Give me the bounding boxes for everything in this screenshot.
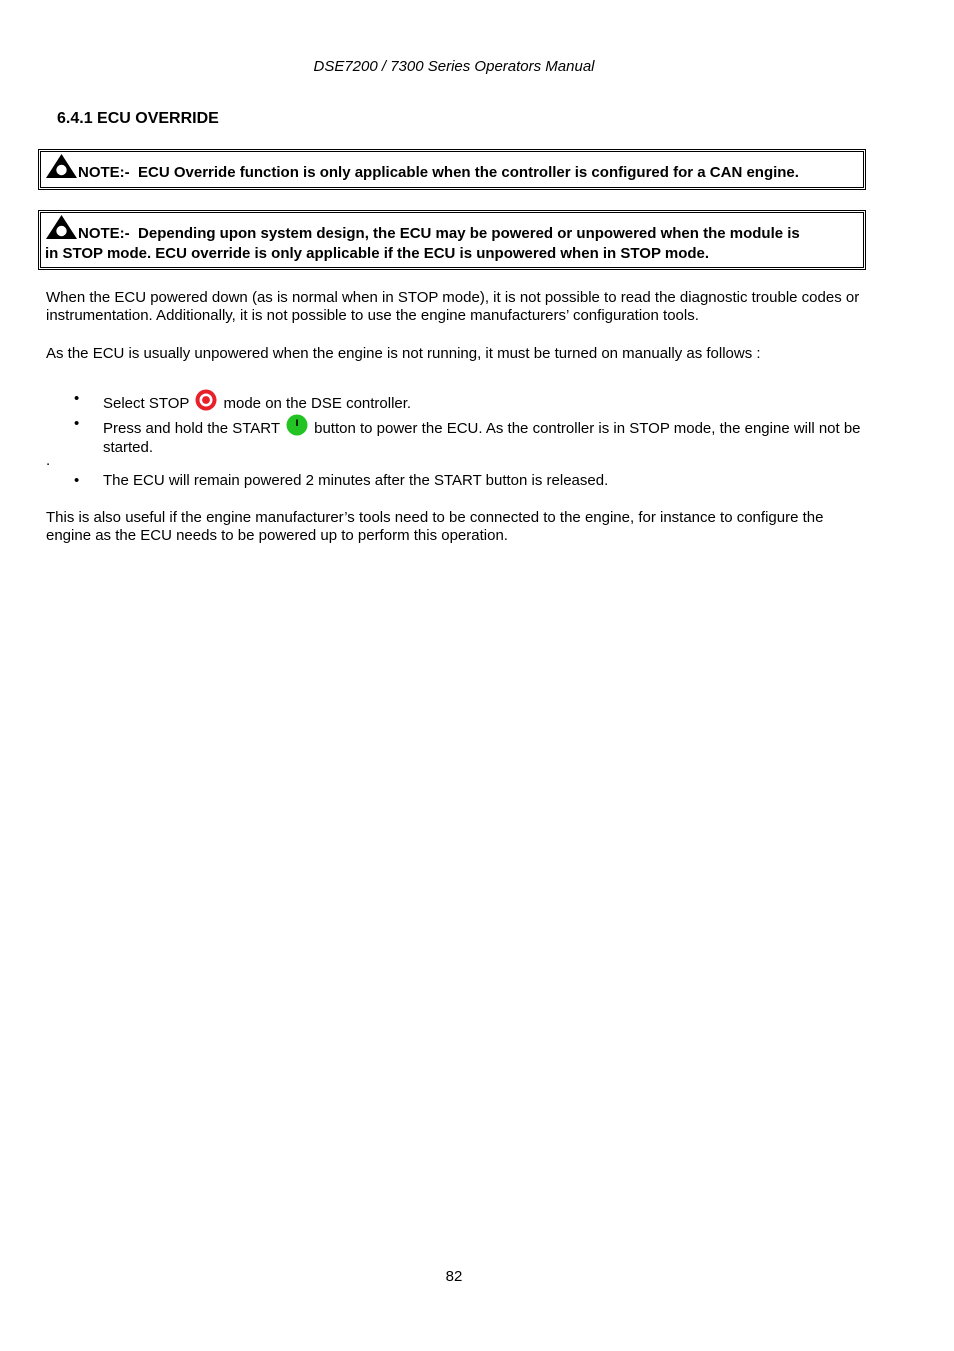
bullet-marker: • — [74, 472, 80, 489]
note-text-line-2: in STOP mode. ECU override is only applicable if the ECU is unpowered when in STOP mode. — [45, 245, 710, 262]
stop-button-icon — [195, 389, 217, 411]
bullet-text: The ECU will remain powered 2 minutes after the START button is released. — [103, 472, 609, 489]
bullet-marker: • — [74, 415, 80, 432]
bullet-marker: • — [74, 390, 80, 407]
paragraph-ecu-powered-down: When the ECU powered down (as is normal when in STOP mode), it is not possible to read the diagnostic trouble codes or instrumentation. Additionally, it is not possible to use the engine manufacturers’ configuration tools. — [46, 289, 860, 324]
note-box-ecu-power — [38, 210, 866, 270]
note-text: ECU Override function is only applicable when the controller is configured for a CAN engine. — [138, 164, 799, 181]
paragraph-manufacturer-tools: This is also useful if the engine manufacturer’s tools need to be connected to the engine, for instance to configure the engine as the ECU needs to be powered up to perform this operation. — [46, 509, 824, 544]
paragraph-turn-on-manually: As the ECU is usually unpowered when the engine is not running, it must be turned on manually as follows : — [46, 345, 761, 362]
page-number: 82 — [445, 1268, 463, 1285]
start-button-icon — [286, 414, 308, 436]
bullet-text: Press and hold the START — [103, 420, 280, 437]
page-header: DSE7200 / 7300 Series Operators Manual — [313, 58, 595, 75]
warning-triangle-icon — [45, 153, 78, 179]
section-title: 6.4.1 ECU OVERRIDE — [57, 110, 219, 127]
bullet-text: mode on the DSE controller. — [223, 395, 412, 412]
bullet-text: button to power the ECU. As the controller is in STOP mode, the engine will not be started. — [103, 420, 861, 456]
stray-period: . — [46, 452, 51, 469]
bullet-text: Select STOP — [103, 395, 190, 412]
note-text-line-1: Depending upon system design, the ECU may be powered or unpowered when the module is — [138, 225, 800, 242]
warning-triangle-icon — [45, 214, 78, 240]
note-label: NOTE:- — [78, 164, 130, 181]
note-label: NOTE:- — [78, 225, 130, 242]
note-box-can-engine — [38, 149, 866, 190]
